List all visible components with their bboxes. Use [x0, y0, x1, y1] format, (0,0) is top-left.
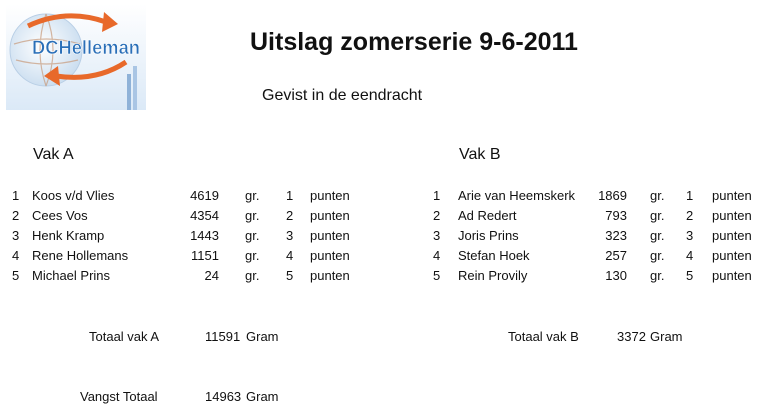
- points: 5: [686, 268, 694, 283]
- points-label: punten: [310, 188, 350, 203]
- rank: 3: [433, 228, 441, 243]
- points: 2: [286, 208, 294, 223]
- angler-name: Michael Prins: [32, 268, 111, 283]
- angler-name: Joris Prins: [458, 228, 519, 243]
- weight-unit: gr.: [650, 188, 665, 203]
- vak-a-row: [0, 206, 440, 226]
- dchelleman-logo-icon: [6, 4, 146, 110]
- weight-unit: gr.: [650, 268, 665, 283]
- weight-unit: gr.: [650, 208, 665, 223]
- points: 4: [686, 248, 694, 263]
- weight: 130: [605, 268, 627, 283]
- points: 1: [286, 188, 294, 203]
- angler-name: Ad Redert: [458, 208, 517, 223]
- weight-unit: gr.: [650, 228, 665, 243]
- weight-unit: gr.: [650, 248, 665, 263]
- club-logo: [6, 4, 146, 110]
- rank: 1: [433, 188, 441, 203]
- points-label: punten: [712, 228, 752, 243]
- weight: 24: [204, 268, 219, 283]
- weight-unit: gr.: [245, 208, 260, 223]
- vak-a-total-label: Totaal vak A: [89, 329, 160, 344]
- rank: 2: [433, 208, 441, 223]
- page-subtitle: Gevist in de eendracht: [262, 87, 423, 104]
- grand-total-label: Vangst Totaal: [80, 389, 158, 404]
- weight: 1869: [598, 188, 627, 203]
- points-label: punten: [310, 248, 350, 263]
- rank: 5: [12, 268, 20, 283]
- weight-unit: gr.: [245, 228, 260, 243]
- weight-unit: gr.: [245, 248, 260, 263]
- grand-total-value: 14963: [205, 389, 242, 404]
- weight: 793: [605, 208, 627, 223]
- points-label: punten: [712, 248, 752, 263]
- weight: 1151: [191, 248, 219, 263]
- vak-a-row: [0, 266, 440, 286]
- angler-name: Stefan Hoek: [458, 248, 530, 263]
- weight-unit: gr.: [245, 188, 260, 203]
- points: 2: [686, 208, 694, 223]
- rank: 1: [12, 188, 20, 203]
- page-title: Uitslag zomerserie 9-6-2011: [250, 28, 578, 56]
- points-label: punten: [712, 268, 752, 283]
- points: 4: [286, 248, 294, 263]
- points-label: punten: [310, 208, 350, 223]
- vak-a-heading: Vak A: [33, 146, 74, 163]
- weight: 323: [605, 228, 627, 243]
- vak-a-row: [0, 246, 440, 266]
- points-label: punten: [712, 188, 752, 203]
- logo-text: DCHelleman: [32, 38, 140, 59]
- vak-a-total-value: 11591: [205, 329, 241, 344]
- points-label: punten: [712, 208, 752, 223]
- vak-b-row: [422, 266, 774, 286]
- vak-a-row: [0, 226, 440, 246]
- vak-a-total-unit: Gram: [246, 329, 279, 344]
- grand-total-unit: Gram: [246, 389, 279, 404]
- points-label: punten: [310, 228, 350, 243]
- rank: 4: [12, 248, 20, 263]
- vak-b-row: [422, 186, 774, 206]
- rank: 2: [12, 208, 20, 223]
- points: 3: [286, 228, 294, 243]
- weight-unit: gr.: [245, 268, 260, 283]
- vak-b-row: [422, 206, 774, 226]
- vak-b-row: [422, 246, 774, 266]
- weight: 257: [605, 248, 627, 263]
- vak-b-total-value: 3372: [617, 329, 646, 344]
- vak-b-total-label: Totaal vak B: [508, 329, 579, 344]
- weight: 4619: [190, 188, 219, 203]
- angler-name: Arie van Heemskerk: [458, 188, 576, 203]
- points: 3: [686, 228, 694, 243]
- angler-name: Henk Kramp: [32, 228, 105, 243]
- rank: 5: [433, 268, 441, 283]
- weight: 4354: [190, 208, 219, 223]
- points: 1: [686, 188, 694, 203]
- rank: 3: [12, 228, 20, 243]
- vak-a-results: [0, 186, 440, 286]
- points-label: punten: [310, 268, 350, 283]
- vak-b-total-unit: Gram: [650, 329, 683, 344]
- vak-b-results: [422, 186, 774, 286]
- angler-name: Koos v/d Vlies: [32, 188, 115, 203]
- angler-name: Cees Vos: [32, 208, 88, 223]
- vak-a-row: [0, 186, 440, 206]
- weight: 1443: [190, 228, 219, 243]
- rank: 4: [433, 248, 441, 263]
- angler-name: Rene Hollemans: [32, 248, 129, 263]
- vak-b-heading: Vak B: [459, 146, 501, 163]
- angler-name: Rein Provily: [458, 268, 528, 283]
- vak-b-row: [422, 226, 774, 246]
- points: 5: [286, 268, 294, 283]
